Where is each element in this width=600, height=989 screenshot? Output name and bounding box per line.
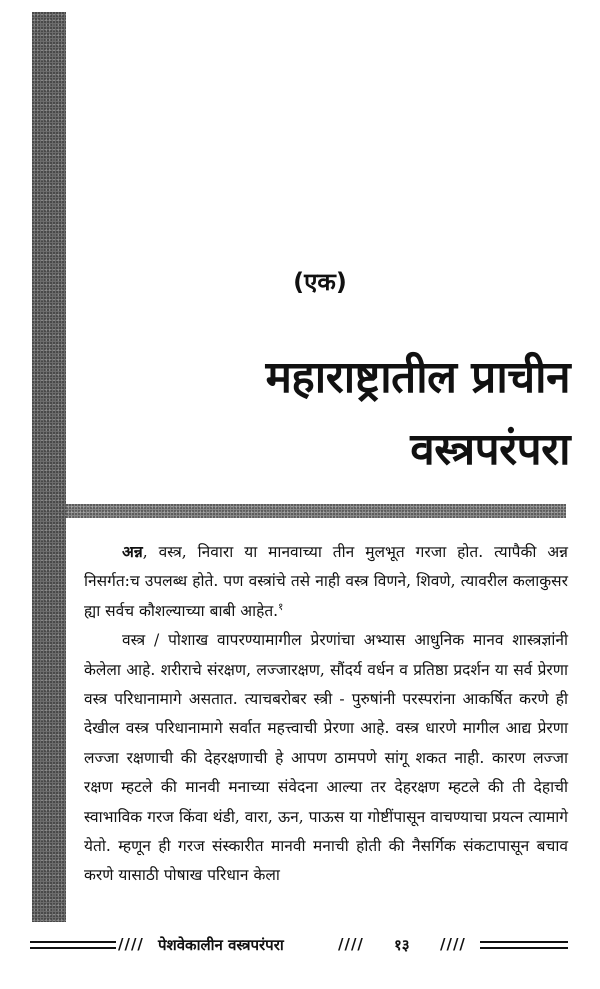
lead-word: अन्न — [122, 542, 143, 561]
page-footer — [0, 933, 600, 961]
footnote-reference: १ — [278, 601, 284, 613]
title-underline-band — [66, 504, 566, 518]
chapter-title-line-1: महाराष्ट्रातील प्राचीन — [265, 352, 570, 403]
body-text — [84, 537, 568, 891]
footer-slashes: //// — [118, 935, 144, 953]
paragraph-1 — [84, 537, 568, 626]
footer-slashes: //// — [440, 935, 466, 953]
paragraph-1-text: , वस्त्र, निवारा या मानवाच्या तीन मुलभूत गरजा होत. त्यापैकी अन्न निसर्गत:च उपलब्ध होते. पण वस्त्रांचे तसे नाही वस्त्र विणने, शिवणे, त्यावरील कलाकुसर ह्या सर्वच कौशल्याच्या बाबी आहेत. — [84, 543, 568, 620]
footer-rule-right — [480, 941, 568, 951]
page-number: १३ — [394, 936, 410, 954]
footer-rule-left — [30, 941, 116, 951]
paragraph-2: वस्त्र / पोशाख वापरण्यामागील प्रेरणांचा अभ्यास आधुनिक मानव शास्त्रज्ञांनी केलेला आहे. शरीराचे संरक्षण, लज्जारक्षण, सौंदर्य वर्धन व प्रतिष्ठा प्रदर्शन या सर्व प्रेरणा वस्त्र परिधानामागे असतात. त्याचबरोबर स्त्री - पुरुषांनी परस्परांना आकर्षित करणे ही देखील वस्त्र परिधानामागे सर्वात महत्त्वाची प्रेरणा आहे. वस्त्र धारणे मागील आद्य प्रेरणा लज्जा रक्षणाची की देहरक्षणाची हे आपण ठामपणे सांगू शकत नाही. कारण लज्जा रक्षण म्हटले की मानवी मनाच्या संवेदना आल्या तर देहरक्षण म्हटले की ती देहाची स्वाभाविक गरज किंवा थंडी, वारा, ऊन, पाऊस या गोष्टींपासून वाचण्याचा प्रयत्न त्यामागे येतो. म्हणून ही गरज संस्कारीत मानवी मनाची होती की नैसर्गिक संकटापासून बचाव करणे यासाठी पोषाख परिधान केला — [84, 631, 568, 885]
footer-slashes: //// — [338, 935, 364, 953]
chapter-title-line-2: वस्त्रपरंपरा — [410, 424, 570, 475]
running-title: पेशवेकालीन वस्त्रपरंपरा — [158, 936, 284, 954]
chapter-number: (एक) — [293, 268, 347, 296]
